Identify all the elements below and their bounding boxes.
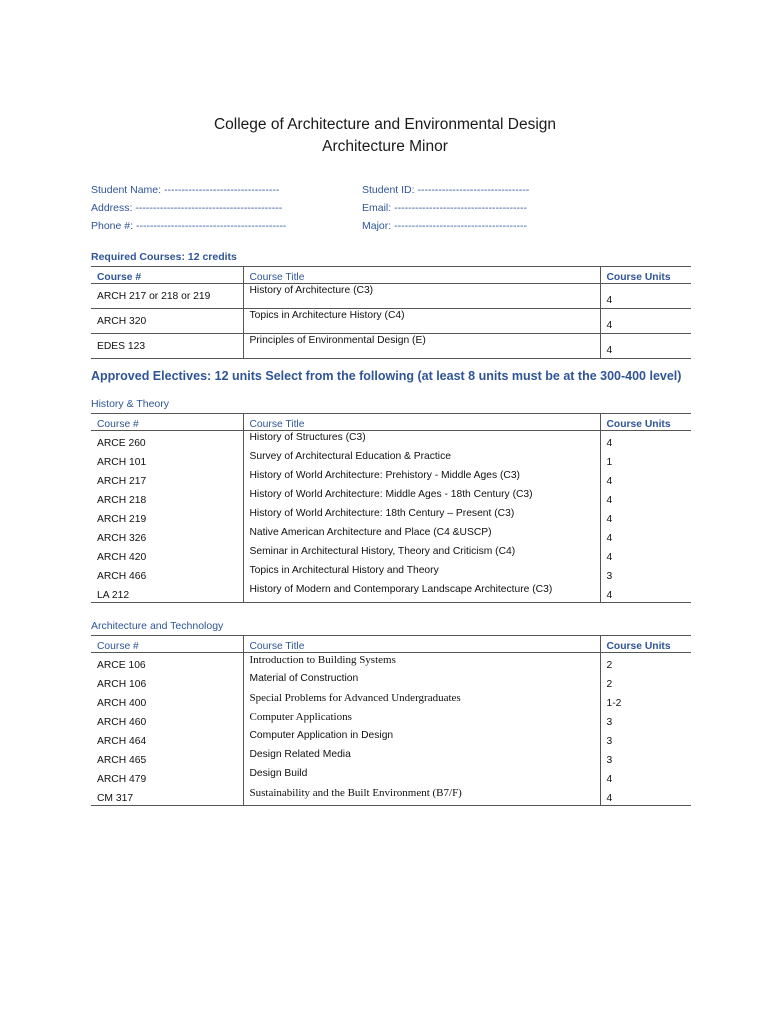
course-number-cell: EDES 123 bbox=[91, 334, 243, 359]
history-theory-heading: History & Theory bbox=[91, 398, 169, 410]
course-units-cell: 4 bbox=[600, 431, 691, 451]
course-number-cell: ARCH 326 bbox=[97, 533, 147, 544]
course-units-cell: 4 bbox=[600, 583, 691, 603]
table-row bbox=[91, 450, 691, 469]
course-title-cell: History of Architecture (C3) bbox=[243, 284, 600, 309]
course-title-cell: History of World Architecture: Prehistory - Middle Ages (C3) bbox=[243, 469, 600, 488]
page-title: College of Architecture and Environmental Design bbox=[213, 116, 557, 133]
course-number-cell: ARCH 219 bbox=[97, 514, 147, 525]
table-row bbox=[91, 545, 691, 564]
course-title-cell: Material of Construction bbox=[243, 672, 600, 691]
column-header-course: Course # bbox=[91, 267, 243, 284]
column-header-units: Course Units bbox=[600, 636, 691, 653]
course-number-cell: ARCH 217 or 218 or 219 bbox=[91, 284, 243, 309]
course-number-cell: ARCH 400 bbox=[97, 698, 147, 709]
course-units-cell: 2 bbox=[600, 653, 691, 673]
required-courses-heading: Required Courses: 12 credits bbox=[91, 251, 237, 263]
phone-field[interactable]: Phone #: ------------------------------------------- bbox=[91, 220, 287, 232]
course-title-cell: Design Related Media bbox=[243, 748, 600, 767]
course-title-cell: History of World Architecture: Middle Ages - 18th Century (C3) bbox=[243, 488, 600, 507]
column-header-units: Course Units bbox=[600, 267, 691, 284]
course-number-cell: CM 317 bbox=[91, 786, 243, 806]
course-title-cell: Introduction to Building Systems bbox=[243, 653, 600, 673]
course-units-cell: 3 bbox=[600, 710, 691, 729]
course-title-cell: Principles of Environmental Design (E) bbox=[243, 334, 600, 359]
table-row bbox=[91, 729, 691, 748]
course-title-cell: Computer Applications bbox=[243, 710, 600, 729]
course-units-cell: 4 bbox=[600, 545, 691, 564]
course-number-cell: ARCH 466 bbox=[97, 571, 147, 582]
course-number-cell: ARCH 460 bbox=[97, 717, 147, 728]
architecture-technology-table bbox=[91, 635, 691, 806]
table-row bbox=[91, 284, 691, 309]
course-units-cell: 4 bbox=[600, 309, 691, 334]
course-number-cell: ARCE 106 bbox=[97, 660, 146, 671]
course-number-cell: ARCH 464 bbox=[97, 736, 147, 747]
course-number-cell: ARCH 218 bbox=[97, 495, 147, 506]
table-row bbox=[91, 672, 691, 691]
course-units-cell: 4 bbox=[600, 507, 691, 526]
table-row bbox=[91, 488, 691, 507]
course-title-cell: History of Structures (C3) bbox=[243, 431, 600, 451]
column-header-title: Course Title bbox=[243, 636, 600, 653]
course-title-cell: Survey of Architectural Education & Practice bbox=[243, 450, 600, 469]
column-header-units: Course Units bbox=[600, 414, 691, 431]
course-number-cell: LA 212 bbox=[91, 583, 243, 603]
column-header-course: Course # bbox=[91, 636, 243, 653]
course-number-cell: ARCH 106 bbox=[97, 679, 147, 690]
table-row bbox=[91, 431, 691, 451]
course-title-cell: History of Modern and Contemporary Landscape Architecture (C3) bbox=[243, 583, 600, 603]
email-field[interactable]: Email: -------------------------------------- bbox=[362, 202, 527, 214]
table-row bbox=[91, 334, 691, 359]
course-title-cell: Special Problems for Advanced Undergraduates bbox=[243, 691, 600, 710]
course-units-cell: 4 bbox=[600, 488, 691, 507]
course-number-cell: ARCH 217 bbox=[97, 476, 147, 487]
course-title-cell: Native American Architecture and Place (C4 &USCP) bbox=[243, 526, 600, 545]
table-row bbox=[91, 767, 691, 786]
column-header-title: Course Title bbox=[243, 267, 600, 284]
table-row bbox=[91, 748, 691, 767]
table-row bbox=[91, 309, 691, 334]
course-title-cell: History of World Architecture: 18th Century – Present (C3) bbox=[243, 507, 600, 526]
course-title-cell: Sustainability and the Built Environment (B7/F) bbox=[243, 786, 600, 806]
course-title-cell: Seminar in Architectural History, Theory and Criticism (C4) bbox=[243, 545, 600, 564]
column-header-title: Course Title bbox=[243, 414, 600, 431]
course-units-cell: 1-2 bbox=[600, 691, 691, 710]
course-units-cell: 4 bbox=[600, 786, 691, 806]
course-title-cell: Topics in Architecture History (C4) bbox=[243, 309, 600, 334]
architecture-technology-heading: Architecture and Technology bbox=[91, 620, 224, 632]
column-header-course: Course # bbox=[91, 414, 243, 431]
course-units-cell: 4 bbox=[600, 284, 691, 309]
address-field[interactable]: Address: ------------------------------------------ bbox=[91, 202, 283, 214]
course-units-cell: 3 bbox=[600, 564, 691, 583]
course-title-cell: Design Build bbox=[243, 767, 600, 786]
table-row bbox=[91, 653, 691, 673]
table-row bbox=[91, 691, 691, 710]
course-number-cell: ARCH 479 bbox=[97, 774, 147, 785]
course-title-cell: Topics in Architectural History and Theory bbox=[243, 564, 600, 583]
course-units-cell: 4 bbox=[600, 334, 691, 359]
table-row bbox=[91, 507, 691, 526]
table-row bbox=[91, 710, 691, 729]
table-row bbox=[91, 526, 691, 545]
course-units-cell: 3 bbox=[600, 729, 691, 748]
course-number-cell: ARCH 320 bbox=[91, 309, 243, 334]
table-row bbox=[91, 469, 691, 488]
course-title-cell: Computer Application in Design bbox=[243, 729, 600, 748]
major-field[interactable]: Major: -------------------------------------- bbox=[362, 220, 527, 232]
history-theory-table bbox=[91, 413, 691, 603]
course-units-cell: 3 bbox=[600, 748, 691, 767]
course-units-cell: 2 bbox=[600, 672, 691, 691]
table-row bbox=[91, 786, 691, 806]
approved-electives-heading: Approved Electives: 12 units Select from the following (at least 8 units must be at the 300-400 level) bbox=[91, 369, 682, 383]
course-number-cell: ARCH 420 bbox=[97, 552, 147, 563]
course-units-cell: 1 bbox=[600, 450, 691, 469]
page-subtitle: Architecture Minor bbox=[322, 138, 448, 155]
table-row bbox=[91, 564, 691, 583]
student-id-field[interactable]: Student ID: -------------------------------- bbox=[362, 184, 530, 196]
course-number-cell: ARCH 465 bbox=[97, 755, 147, 766]
course-number-cell: ARCE 260 bbox=[97, 438, 146, 449]
course-number-cell: ARCH 101 bbox=[97, 457, 147, 468]
course-units-cell: 4 bbox=[600, 469, 691, 488]
course-units-cell: 4 bbox=[600, 526, 691, 545]
required-courses-table bbox=[91, 266, 691, 359]
course-units-cell: 4 bbox=[600, 767, 691, 786]
student-name-field[interactable]: Student Name: --------------------------------- bbox=[91, 184, 280, 196]
table-row bbox=[91, 583, 691, 603]
